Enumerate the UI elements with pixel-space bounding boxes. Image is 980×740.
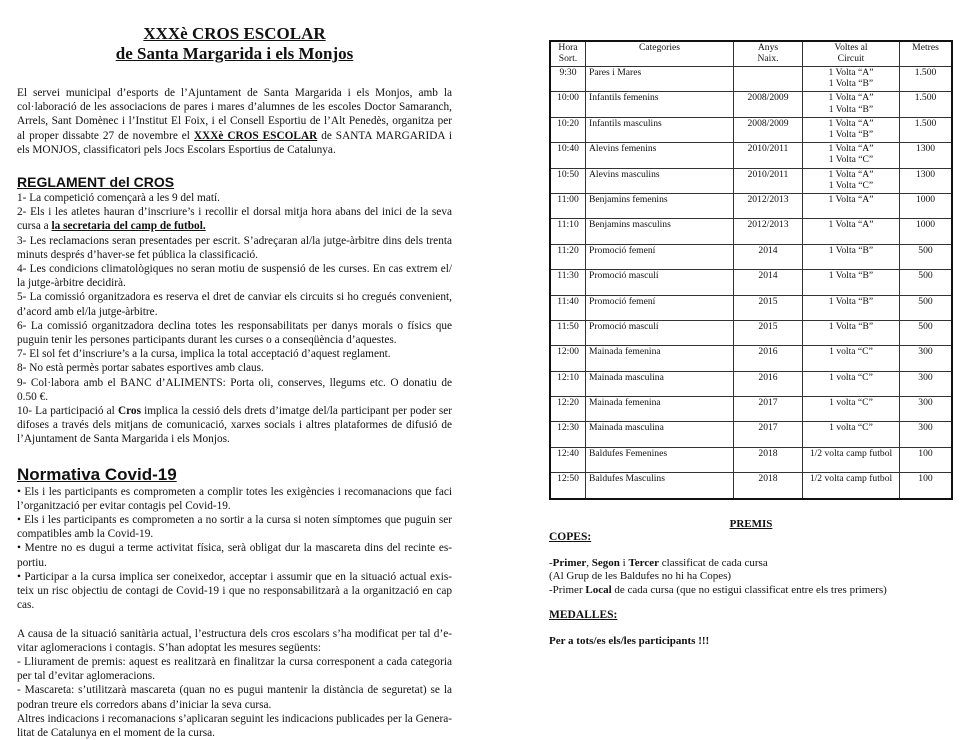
text-segment: Tercer (628, 557, 659, 569)
header-text: Sort. (559, 53, 577, 64)
table-row (550, 92, 952, 117)
cell-categoria: Promoció masculí (586, 320, 734, 345)
table-row (550, 67, 952, 92)
cell-voltes (803, 92, 900, 117)
volta-text: 1 Volta “A” (806, 67, 896, 78)
text-segment: 10- La participació al (17, 405, 118, 417)
reglament-list (17, 191, 452, 447)
table-row (550, 447, 952, 472)
volta-text: 1 Volta “C” (806, 154, 896, 165)
cell-categoria: Mainada masculina (586, 422, 734, 447)
cell-metres: 1.500 (900, 117, 953, 142)
table-row (550, 320, 952, 345)
volta-text: 1 volta “C” (806, 346, 896, 357)
cell-categoria: Baldufes Masculins (586, 473, 734, 499)
reglament-item (17, 262, 452, 290)
cell-metres: 1.500 (900, 92, 953, 117)
reglament-item (17, 361, 452, 375)
premis-title: PREMIS (549, 518, 953, 532)
medalles-text: Per a tots/es els/les participants !!! (549, 635, 953, 649)
reglament-item (17, 347, 452, 361)
title-line-1: XXXè CROS ESCOLAR (17, 24, 452, 44)
volta-text: 1 Volta “A” (806, 143, 896, 154)
volta-text: 1 volta “C” (806, 397, 896, 408)
cell-metres: 100 (900, 473, 953, 499)
cell-hora: 9:30 (550, 67, 586, 92)
mesures-text: - Mascareta: s’utilitzarà mascareta (quan no es pugui mantenir la distància de seguretat) se la podran treure els corredors abans d’iniciar la seva cursa. (17, 683, 452, 711)
medalles-heading: MEDALLES: (549, 609, 953, 623)
volta-text: 1 Volta “A” (806, 219, 896, 230)
volta-text: 1 Volta “B” (806, 104, 896, 115)
mesures-section (17, 627, 452, 740)
cell-voltes (803, 447, 900, 472)
cell-anys: 2012/2013 (734, 193, 803, 218)
cell-voltes (803, 244, 900, 269)
volta-text: 1/2 volta camp futbol (806, 473, 896, 484)
cell-categoria: Benjamins masculins (586, 219, 734, 244)
header-voltes (803, 41, 900, 67)
cell-metres: 300 (900, 346, 953, 371)
cell-anys: 2017 (734, 397, 803, 422)
title-line-2: de Santa Margarida i els Monjos (17, 44, 452, 64)
text-segment: Local (585, 584, 611, 596)
cell-hora: 11:20 (550, 244, 586, 269)
cell-metres: 1000 (900, 219, 953, 244)
cell-voltes (803, 295, 900, 320)
cell-voltes (803, 67, 900, 92)
copes-line: (Al Grup de les Baldufes no hi ha Copes) (549, 570, 953, 584)
cell-categoria: Mainada masculina (586, 371, 734, 396)
mesures-text: Altres indicacions i recomanacions s’aplicaran seguint les indicacions publicades per la Genera-litat de Catalunya en el moment de la cursa. (17, 712, 452, 740)
text-segment: i (620, 557, 629, 569)
cell-categoria: Alevins masculins (586, 168, 734, 193)
text-segment: 3- Les reclamacions seran presentades per escrit. S’adreçaran al/la jutge-àrbitre dins dels trenta minuts després d’haver-se fet pública la classificació. (17, 235, 452, 261)
cell-hora: 12:50 (550, 473, 586, 499)
volta-text: 1 Volta “A” (806, 118, 896, 129)
cell-anys: 2016 (734, 371, 803, 396)
cell-hora: 10:50 (550, 168, 586, 193)
text-segment: de SANTA MARGARIDA i els MONJOS, classificatori pels Jocs Escolars Esportius de Catalunya. (17, 130, 452, 156)
volta-text: 1 Volta “B” (806, 78, 896, 89)
table-row (550, 117, 952, 142)
header-text: Naix. (757, 53, 778, 64)
covid-item: • Els i les participants es comprometen a complir totes les exigències i recomanacions que faci l’organització per evitar contagis pel Covid-19. (17, 485, 452, 513)
reglament-item (17, 404, 452, 447)
cell-voltes (803, 168, 900, 193)
text-segment: 7- El sol fet d’inscriure’s a la cursa, implica la total acceptació d’aquest reglament. (17, 348, 391, 360)
volta-text: 1 volta “C” (806, 422, 896, 433)
header-hora (550, 41, 586, 67)
cell-anys: 2015 (734, 295, 803, 320)
text-segment: El servei municipal d’esports de l’Ajuntament de Santa Margarida i els Monjos, amb la col·laboració de les associacions de pares i mares d’alumnes de les escoles Doctor Samaranch, Arrels, Sant Domènec i l’Institut El Foix, i el Consell Esportiu de l’Alt Penedès, organitza per al proper dissabte 27 de novembre el (17, 87, 452, 142)
premis-section (549, 518, 953, 649)
cell-categoria: Mainada femenina (586, 397, 734, 422)
text-segment: 1- La competició començarà a les 9 del matí. (17, 192, 220, 204)
volta-text: 1 Volta “A” (806, 169, 896, 180)
header-text: Anys (758, 42, 778, 53)
cell-voltes (803, 473, 900, 499)
table-row (550, 422, 952, 447)
cell-voltes (803, 219, 900, 244)
table-row (550, 244, 952, 269)
volta-text: 1 Volta “B” (806, 321, 896, 332)
text-segment: 9- Col·labora amb el BANC d’ALIMENTS: Porta oli, conserves, llegums etc. O donatiu de 0.50 €. (17, 377, 452, 403)
cell-anys: 2016 (734, 346, 803, 371)
text-segment: XXXè CROS ESCOLAR (194, 130, 317, 142)
covid-list (17, 485, 452, 613)
cell-categoria: Infantils femenins (586, 92, 734, 117)
text-segment: de cada cursa (que no estigui classificat entre els tres primers) (612, 584, 887, 596)
cell-metres: 100 (900, 447, 953, 472)
cell-categoria: Promoció femení (586, 295, 734, 320)
header-text: Voltes al (834, 42, 867, 53)
cell-metres: 300 (900, 397, 953, 422)
header-text: Hora (558, 42, 577, 53)
cell-metres: 1000 (900, 193, 953, 218)
covid-heading: Normativa Covid-19 (17, 465, 452, 485)
text-segment: classificat de cada cursa (659, 557, 768, 569)
cell-anys: 2008/2009 (734, 117, 803, 142)
volta-text: 1 Volta “A” (806, 194, 896, 205)
cell-categoria: Mainada femenina (586, 346, 734, 371)
cell-anys: 2014 (734, 244, 803, 269)
cell-voltes (803, 270, 900, 295)
copes-line (549, 557, 953, 571)
covid-item: • Mentre no es dugui a terme activitat física, serà obligat dur la mascareta dins del recinte es-portiu. (17, 541, 452, 569)
cell-categoria: Infantils masculins (586, 117, 734, 142)
text-segment: Primer (553, 557, 587, 569)
cell-anys: 2014 (734, 270, 803, 295)
volta-text: 1 Volta “C” (806, 180, 896, 191)
volta-text: 1/2 volta camp futbol (806, 448, 896, 459)
reglament-item (17, 234, 452, 262)
cell-metres: 1300 (900, 143, 953, 168)
reglament-item (17, 191, 452, 205)
text-segment: , (586, 557, 592, 569)
cell-hora: 12:10 (550, 371, 586, 396)
table-row (550, 295, 952, 320)
table-row (550, 143, 952, 168)
text-segment: 2- Els i les atletes hauran d’inscriure’s i recollir el dorsal mitja hora abans del inici de la seva cursa a (17, 206, 452, 232)
cell-hora: 11:30 (550, 270, 586, 295)
cell-hora: 11:10 (550, 219, 586, 244)
text-segment: Cros (118, 405, 141, 417)
cell-categoria: Benjamins femenins (586, 193, 734, 218)
right-column (549, 40, 953, 648)
table-header-row (550, 41, 952, 67)
schedule-table (549, 40, 953, 500)
cell-metres: 300 (900, 371, 953, 396)
cell-voltes (803, 143, 900, 168)
cell-hora: 12:40 (550, 447, 586, 472)
cell-hora: 12:20 (550, 397, 586, 422)
text-segment: Segon (592, 557, 620, 569)
cell-anys: 2017 (734, 422, 803, 447)
header-metres: Metres (900, 41, 953, 67)
intro-paragraph (17, 86, 452, 157)
table-row (550, 193, 952, 218)
cell-metres: 500 (900, 244, 953, 269)
text-segment: - (549, 557, 553, 569)
header-categories: Categories (586, 41, 734, 67)
volta-text: 1 Volta “B” (806, 129, 896, 140)
cell-anys: 2008/2009 (734, 92, 803, 117)
volta-text: 1 Volta “A” (806, 92, 896, 103)
cell-voltes (803, 346, 900, 371)
cell-metres: 500 (900, 270, 953, 295)
mesures-text: A causa de la situació sanitària actual, l’estructura dels cros escolars s’ha modificat per tal d’e-vitar aglomeracions i contagis. S’han adoptat les mesures següents: (17, 627, 452, 655)
volta-text: 1 Volta “B” (806, 245, 896, 256)
table-row (550, 168, 952, 193)
text-segment: 6- La comissió organitzadora declina totes les responsabilitats per danys morals o físics que puguin tenir les persones participants durant les curses o a conseqüència d’aquestes. (17, 320, 452, 346)
cell-voltes (803, 117, 900, 142)
table-row (550, 346, 952, 371)
text-segment: la secretaria del camp de futbol. (52, 220, 206, 232)
header-text: Circuit (838, 53, 865, 64)
cell-voltes (803, 193, 900, 218)
cell-metres: 1300 (900, 168, 953, 193)
volta-text: 1 Volta “B” (806, 296, 896, 307)
text-segment: 8- No està permès portar sabates esportives amb claus. (17, 362, 264, 374)
table-row (550, 473, 952, 499)
cell-anys: 2010/2011 (734, 168, 803, 193)
cell-hora: 11:50 (550, 320, 586, 345)
reglament-item (17, 319, 452, 347)
cell-metres: 300 (900, 422, 953, 447)
cell-hora: 11:00 (550, 193, 586, 218)
text-segment: -Primer (549, 584, 585, 596)
reglament-item (17, 205, 452, 233)
copes-heading: COPES: (549, 531, 953, 545)
cell-categoria: Promoció femení (586, 244, 734, 269)
reglament-heading: REGLAMENT del CROS (17, 174, 452, 191)
cell-categoria: Pares i Mares (586, 67, 734, 92)
cell-metres: 500 (900, 295, 953, 320)
cell-categoria: Promoció masculí (586, 270, 734, 295)
table-row (550, 397, 952, 422)
cell-anys (734, 67, 803, 92)
reglament-item (17, 290, 452, 318)
cell-metres: 1.500 (900, 67, 953, 92)
cell-hora: 11:40 (550, 295, 586, 320)
copes-line (549, 584, 953, 598)
cell-hora: 12:00 (550, 346, 586, 371)
cell-anys: 2012/2013 (734, 219, 803, 244)
cell-anys: 2018 (734, 473, 803, 499)
covid-item: • Participar a la cursa implica ser coneixedor, acceptar i assumir que en la situació actual exis-teix un risc objectiu de contagi de Covid-19 i que no responsabilitzarà a la organització en cap cas. (17, 570, 452, 613)
volta-text: 1 volta “C” (806, 372, 896, 383)
text-segment: 4- Les condicions climatològiques no seran motiu de suspensió de les curses. En cas extrem el/ la jutge-àrbitre decidirà. (17, 263, 452, 289)
cell-hora: 10:40 (550, 143, 586, 168)
cell-voltes (803, 422, 900, 447)
cell-metres: 500 (900, 320, 953, 345)
cell-hora: 10:20 (550, 117, 586, 142)
cell-voltes (803, 371, 900, 396)
header-anys (734, 41, 803, 67)
covid-item: • Els i les participants es comprometen a no sortir a la cursa si noten símptomes que puguin ser compatibles amb la Covid-19. (17, 513, 452, 541)
cell-categoria: Baldufes Femenines (586, 447, 734, 472)
table-row (550, 219, 952, 244)
volta-text: 1 Volta “B” (806, 270, 896, 281)
text-segment: 5- La comissió organitzadora es reserva el dret de canviar els circuits si ho cregués convenient, d’acord amb el/la jutge-àrbitre. (17, 291, 452, 317)
cell-anys: 2018 (734, 447, 803, 472)
cell-anys: 2015 (734, 320, 803, 345)
cell-categoria: Alevins femenins (586, 143, 734, 168)
reglament-item (17, 376, 452, 404)
cell-anys: 2010/2011 (734, 143, 803, 168)
cell-voltes (803, 320, 900, 345)
mesures-text: - Lliurament de premis: aquest es realitzarà en finalitzar la cursa corresponent a cada categoria per tal d’evitar aglomeracions. (17, 655, 452, 683)
text-segment: implica la cessió dels drets d’imatge del/la participant per poder ser difoses a través dels mitjans de comunicació, xarxes socials i altres plataformes de difusió de l’Ajuntament de Santa Margarida i els Monjos. (17, 405, 452, 445)
cell-hora: 12:30 (550, 422, 586, 447)
left-column (17, 24, 452, 740)
table-row (550, 371, 952, 396)
cell-voltes (803, 397, 900, 422)
cell-hora: 10:00 (550, 92, 586, 117)
table-row (550, 270, 952, 295)
